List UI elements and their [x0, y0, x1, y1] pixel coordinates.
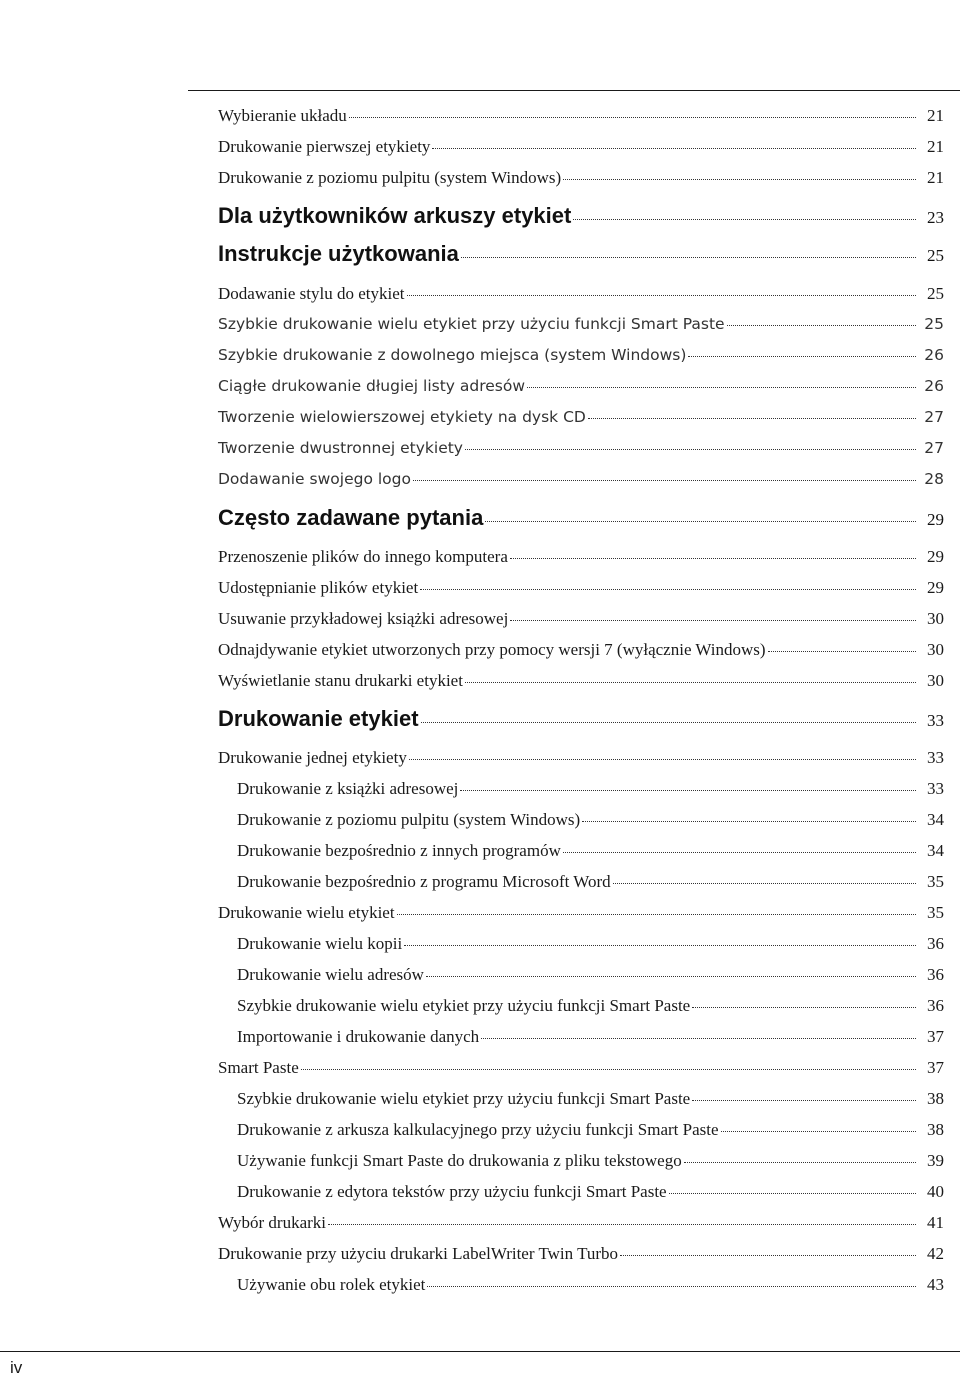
toc-entry-title: Drukowanie jednej etykiety: [218, 748, 407, 767]
toc-entry[interactable]: [218, 640, 944, 660]
toc-entry[interactable]: [218, 748, 944, 768]
toc-entry-page: 21: [927, 168, 944, 187]
toc-entry-page: 25: [927, 246, 944, 265]
dot-leader: [563, 179, 916, 180]
toc-entry-page: 38: [927, 1089, 944, 1108]
dot-leader: [407, 295, 917, 296]
toc-entry-title: Drukowanie z poziomu pulpitu (system Windows): [237, 810, 581, 829]
toc-entry-page: 41: [927, 1213, 944, 1232]
toc-entry-page: 28: [924, 470, 944, 488]
dot-leader: [426, 976, 916, 977]
toc-entry-page: 43: [927, 1275, 944, 1294]
toc-entry-page: 35: [927, 872, 944, 891]
toc-subentry[interactable]: [237, 996, 944, 1016]
toc-entry[interactable]: [218, 1213, 944, 1233]
dot-leader: [485, 521, 916, 522]
toc-entry-page: 30: [927, 640, 944, 659]
toc-section-heading[interactable]: [218, 203, 944, 229]
toc-subentry[interactable]: [237, 1182, 944, 1202]
toc-entry-title: Wybór drukarki: [218, 1213, 327, 1232]
toc-entry[interactable]: [218, 671, 944, 691]
toc-entry-title: Drukowanie bezpośrednio z innych programów: [237, 841, 561, 860]
toc-entry-title: Szybkie drukowanie wielu etykiet przy użyciu funkcji Smart Paste: [237, 996, 691, 1015]
toc-entry-title: Drukowanie z arkusza kalkulacyjnego przy użyciu funkcji Smart Paste: [237, 1120, 719, 1139]
toc-entry-title: Importowanie i drukowanie danych: [237, 1027, 480, 1046]
dot-leader: [692, 1100, 916, 1101]
toc-entry-page: 36: [927, 965, 944, 984]
dot-leader: [721, 1131, 916, 1132]
toc-entry-title: Udostępnianie plików etykiet: [218, 578, 419, 597]
toc-entry[interactable]: [218, 168, 944, 188]
toc-entry-title: Drukowanie etykiet: [218, 706, 419, 731]
dot-leader: [582, 821, 916, 822]
dot-leader: [688, 356, 916, 357]
toc-subentry[interactable]: [237, 1151, 944, 1171]
toc-subentry[interactable]: [237, 934, 944, 954]
toc-entry-page: 33: [927, 711, 944, 730]
toc-entry-page: 29: [927, 578, 944, 597]
toc-entry[interactable]: [218, 315, 944, 333]
dot-leader: [413, 480, 916, 481]
toc-entry-page: 27: [924, 408, 944, 426]
toc-entry[interactable]: [218, 408, 944, 426]
toc-entry-page: 29: [927, 510, 944, 529]
toc-entry-title: Często zadawane pytania: [218, 505, 484, 530]
toc-entry-page: 34: [927, 810, 944, 829]
toc-entry-page: 27: [924, 439, 944, 457]
dot-leader: [460, 790, 916, 791]
toc-entry[interactable]: [218, 609, 944, 629]
toc-entry-title: Smart Paste: [218, 1058, 299, 1077]
toc-entry-title: Dodawanie stylu do etykiet: [218, 284, 405, 303]
dot-leader: [420, 589, 916, 590]
toc-entry-title: Używanie obu rolek etykiet: [237, 1275, 426, 1294]
toc-entry-title: Drukowanie wielu kopii: [237, 934, 403, 953]
toc-entry-title: Drukowanie z poziomu pulpitu (system Windows): [218, 168, 562, 187]
toc-section-heading[interactable]: [218, 706, 944, 732]
dot-leader: [432, 148, 916, 149]
toc-entry-title: Wyświetlanie stanu drukarki etykiet: [218, 671, 463, 690]
dot-leader: [620, 1255, 916, 1256]
toc-entry-title: Szybkie drukowanie wielu etykiet przy użyciu funkcji Smart Paste: [237, 1089, 691, 1108]
toc-subentry[interactable]: [237, 1120, 944, 1140]
toc-entry[interactable]: [218, 106, 944, 126]
toc-entry-title: Usuwanie przykładowej książki adresowej: [218, 609, 509, 628]
toc-entry[interactable]: [218, 1244, 944, 1264]
dot-leader: [328, 1224, 916, 1225]
dot-leader: [692, 1007, 916, 1008]
toc-entry-page: 21: [927, 137, 944, 156]
toc-entry[interactable]: [218, 547, 944, 567]
toc-entry-title: Tworzenie wielowierszowej etykiety na dysk CD: [218, 408, 586, 426]
dot-leader: [465, 449, 916, 450]
toc-subentry[interactable]: [237, 1027, 944, 1047]
toc-entry-page: 40: [927, 1182, 944, 1201]
toc-entry-title: Drukowanie wielu etykiet: [218, 903, 395, 922]
bottom-rule: [0, 1351, 960, 1352]
dot-leader: [727, 325, 916, 326]
toc-entry-page: 25: [924, 315, 944, 333]
toc-entry[interactable]: [218, 284, 944, 304]
dot-leader: [465, 682, 916, 683]
toc-entry-page: 39: [927, 1151, 944, 1170]
toc-subentry[interactable]: [237, 1089, 944, 1109]
dot-leader: [563, 852, 916, 853]
toc-entry-page: 21: [927, 106, 944, 125]
toc-section-heading[interactable]: [218, 241, 944, 267]
toc-subentry[interactable]: [237, 810, 944, 830]
toc-entry[interactable]: [218, 903, 944, 923]
toc-section-heading[interactable]: [218, 505, 944, 531]
dot-leader: [588, 418, 916, 419]
dot-leader: [768, 651, 916, 652]
toc-entry-page: 26: [924, 377, 944, 395]
toc-entry-title: Drukowanie z książki adresowej: [237, 779, 459, 798]
toc-subentry[interactable]: [237, 779, 944, 799]
dot-leader: [404, 945, 916, 946]
toc-entry[interactable]: [218, 137, 944, 157]
dot-leader: [481, 1038, 916, 1039]
dot-leader: [461, 257, 916, 258]
dot-leader: [510, 558, 916, 559]
toc-entry[interactable]: [218, 346, 944, 364]
toc-entry-title: Dla użytkowników arkuszy etykiet: [218, 203, 572, 228]
toc-entry-page: 30: [927, 609, 944, 628]
toc-entry[interactable]: [218, 1058, 944, 1078]
toc-entry-title: Dodawanie swojego logo: [218, 470, 411, 488]
toc-entry-page: 36: [927, 934, 944, 953]
toc-entry[interactable]: [218, 578, 944, 598]
toc-entry-page: 38: [927, 1120, 944, 1139]
toc-entry[interactable]: [218, 377, 944, 395]
toc-entry-title: Drukowanie z edytora tekstów przy użyciu funkcji Smart Paste: [237, 1182, 667, 1201]
toc-entry-title: Ciągłe drukowanie długiej listy adresów: [218, 377, 526, 395]
toc-entry-title: Przenoszenie plików do innego komputera: [218, 547, 508, 566]
toc-entry-title: Używanie funkcji Smart Paste do drukowania z pliku tekstowego: [237, 1151, 682, 1170]
toc-entry[interactable]: [218, 470, 944, 488]
toc-entry-title: Odnajdywanie etykiet utworzonych przy pomocy wersji 7 (wyłącznie Windows): [218, 640, 766, 659]
toc-entry-title: Tworzenie dwustronnej etykiety: [218, 439, 463, 457]
toc-entry-page: 37: [927, 1058, 944, 1077]
toc-entry-page: 37: [927, 1027, 944, 1046]
toc-entry-page: 42: [927, 1244, 944, 1263]
toc-entry[interactable]: [218, 439, 944, 457]
toc-entry-title: Drukowanie wielu adresów: [237, 965, 424, 984]
toc-entry-title: Drukowanie bezpośrednio z programu Microsoft Word: [237, 872, 611, 891]
page-number: iv: [10, 1358, 23, 1377]
toc-subentry[interactable]: [237, 841, 944, 861]
toc-entry-title: Drukowanie przy użyciu drukarki LabelWriter Twin Turbo: [218, 1244, 619, 1263]
toc-entry-page: 30: [927, 671, 944, 690]
toc-entry-page: 26: [924, 346, 944, 364]
toc-entry-page: 34: [927, 841, 944, 860]
toc-subentry[interactable]: [237, 872, 944, 892]
dot-leader: [427, 1286, 916, 1287]
dot-leader: [613, 883, 916, 884]
toc-entry-title: Wybieranie układu: [218, 106, 347, 125]
toc-entry-page: 35: [927, 903, 944, 922]
dot-leader: [301, 1069, 916, 1070]
toc-entry-page: 23: [927, 208, 944, 227]
toc-entry-title: Szybkie drukowanie z dowolnego miejsca (system Windows): [218, 346, 687, 364]
toc-entry-page: 33: [927, 779, 944, 798]
dot-leader: [397, 914, 916, 915]
dot-leader: [669, 1193, 916, 1194]
dot-leader: [573, 219, 916, 220]
dot-leader: [527, 387, 916, 388]
toc-entry-page: 36: [927, 996, 944, 1015]
dot-leader: [349, 117, 916, 118]
dot-leader: [510, 620, 916, 621]
toc-entry-page: 33: [927, 748, 944, 767]
toc-entry-page: 29: [927, 547, 944, 566]
toc-entry-title: Szybkie drukowanie wielu etykiet przy użyciu funkcji Smart Paste: [218, 315, 725, 333]
toc-entry-title: Instrukcje użytkowania: [218, 241, 459, 266]
toc-entry-page: 25: [927, 284, 944, 303]
dot-leader: [409, 759, 916, 760]
dot-leader: [684, 1162, 916, 1163]
dot-leader: [421, 722, 916, 723]
toc-entry-title: Drukowanie pierwszej etykiety: [218, 137, 431, 156]
toc-subentry[interactable]: [237, 965, 944, 985]
toc-subentry[interactable]: [237, 1275, 944, 1295]
